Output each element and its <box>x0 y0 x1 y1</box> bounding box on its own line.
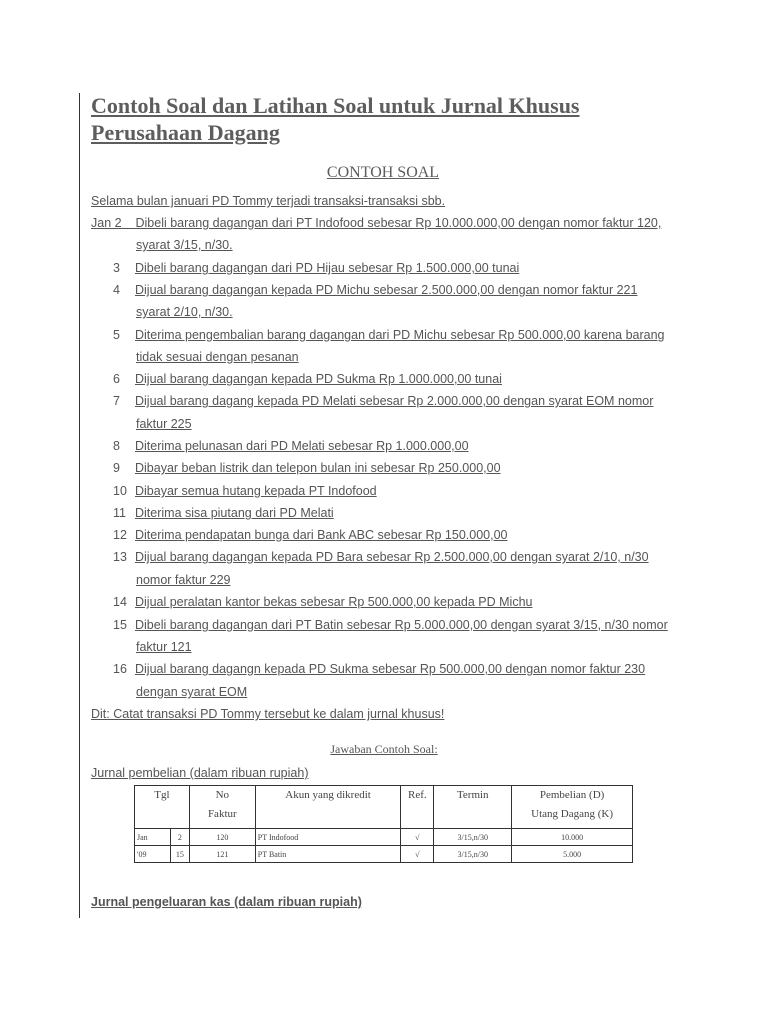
jurnal-pengeluaran-label: Jurnal pengeluaran kas (dalam ribuan rupiah) <box>91 895 362 909</box>
transaction-line <box>113 327 665 343</box>
transaction-text: Dijual barang dagangan kepada PD Sukma Rp 1.000.000,00 tunai <box>135 372 502 386</box>
transaction-date: 14 <box>113 595 127 609</box>
transaction-text: Dijual peralatan kantor bekas sebesar Rp 500.000,00 kepada PD Michu <box>135 595 533 609</box>
header-faktur-text: Faktur <box>207 808 237 820</box>
transaction-date: 13 <box>113 550 127 564</box>
section-heading-text: CONTOH SOAL <box>326 164 440 181</box>
header-akun-text: Akun yang dikredit <box>285 789 371 801</box>
transaction-text: Dijual barang dagangan kepada PD Michu sebesar 2.500.000,00 dengan nomor faktur 221 <box>135 283 638 297</box>
transaction-line <box>91 215 661 231</box>
transaction-date: 10 <box>113 484 127 498</box>
transaction-date: 12 <box>113 528 127 542</box>
transaction-date: 6 <box>113 372 120 386</box>
header-ref <box>401 786 434 829</box>
transaction-text: Diterima sisa piutang dari PD Melati <box>135 506 334 520</box>
header-utang-text: Utang Dagang (K) <box>531 808 614 820</box>
header-termin <box>434 786 512 829</box>
cell-akun: PT Batin <box>255 846 401 863</box>
transaction-line <box>113 371 502 387</box>
cell-day: 15 <box>170 846 189 863</box>
header-akun <box>255 786 401 829</box>
cell-month: '09 <box>135 846 171 863</box>
left-margin-rule-lower <box>79 872 80 918</box>
left-margin-rule <box>79 93 80 885</box>
cell-termin: 3/15,n/30 <box>434 846 512 863</box>
transaction-line <box>113 527 507 543</box>
header-pembelian <box>512 786 633 829</box>
transaction-text: Diterima pelunasan dari PD Melati sebesar Rp 1.000.000,00 <box>135 439 469 453</box>
transaction-date: 7 <box>113 394 120 408</box>
transaction-date: 9 <box>113 461 120 475</box>
cell-day: 2 <box>170 829 189 846</box>
transaction-line <box>113 438 469 454</box>
header-pembelian-text: Pembelian (D) <box>539 789 605 801</box>
header-tgl-text: Tgl <box>154 789 170 801</box>
transaction-text: Diterima pengembalian barang dagangan dari PD Michu sebesar Rp 500.000,00 karena barang <box>135 328 665 342</box>
cell-akun: PT Indofood <box>255 829 401 846</box>
transaction-date: 8 <box>113 439 120 453</box>
transaction-line-cont: nomor faktur 229 <box>136 573 231 587</box>
table-row <box>135 846 633 863</box>
header-termin-text: Termin <box>456 789 489 801</box>
transaction-line-cont: faktur 225 <box>136 417 192 431</box>
transaction-text: Dijual barang dagangan kepada PD Bara sebesar Rp 2.500.000,00 dengan syarat 2/10, n/30 <box>135 550 649 564</box>
transaction-line <box>113 393 653 409</box>
cell-amount: 10.000 <box>512 829 633 846</box>
transaction-line-cont: syarat 3/15, n/30. <box>136 238 233 252</box>
transaction-line <box>113 483 377 499</box>
transaction-text: Dibayar beban listrik dan telepon bulan ini sebesar Rp 250.000,00 <box>135 461 501 475</box>
instruction-text: Dit: Catat transaksi PD Tommy tersebut ke dalam jurnal khusus! <box>91 707 445 721</box>
transaction-date: 16 <box>113 662 127 676</box>
cell-faktur: 120 <box>189 829 255 846</box>
header-no-faktur <box>189 786 255 829</box>
cell-ref: √ <box>401 829 434 846</box>
transaction-date: 11 <box>113 506 126 520</box>
cell-ref: √ <box>401 846 434 863</box>
transaction-line-cont: faktur 121 <box>136 640 192 654</box>
transaction-line-cont: dengan syarat EOM <box>136 685 248 699</box>
transaction-line <box>113 617 668 633</box>
cell-month: Jan <box>135 829 171 846</box>
cell-faktur: 121 <box>189 846 255 863</box>
section-heading <box>0 164 768 182</box>
transaction-line-cont: syarat 2/10, n/30. <box>136 305 233 319</box>
transaction-line <box>113 594 532 610</box>
transaction-text: Dijual barang dagangn kepada PD Sukma sebesar Rp 500.000,00 dengan nomor faktur 230 <box>135 662 646 676</box>
table-row <box>135 829 633 846</box>
transaction-date: 5 <box>113 328 120 342</box>
transaction-line <box>113 260 519 276</box>
transaction-text: Dijual barang dagang kepada PD Melati sebesar Rp 2.000.000,00 dengan syarat EOM nomor <box>135 394 654 408</box>
transaction-date: 4 <box>113 283 120 297</box>
table-header-row <box>135 786 633 829</box>
transaction-text: Dibeli barang dagangan dari PT Batin sebesar Rp 5.000.000,00 dengan syarat 3/15, n/30 nomor <box>135 618 668 632</box>
transaction-date: 3 <box>113 261 120 275</box>
transaction-date: 15 <box>113 618 127 632</box>
transaction-line <box>113 661 645 677</box>
transaction-line <box>113 282 637 298</box>
answer-heading: Jawaban Contoh Soal: <box>330 742 438 756</box>
transaction-text: Diterima pendapatan bunga dari Bank ABC sebesar Rp 150.000,00 <box>135 528 508 542</box>
cell-termin: 3/15,n/30 <box>434 829 512 846</box>
transaction-text: Dibeli barang dagangan dari PD Hijau sebesar Rp 1.500.000,00 tunai <box>135 261 520 275</box>
transaction-line <box>113 549 649 565</box>
intro-text: Selama bulan januari PD Tommy terjadi transaksi-transaksi sbb. <box>91 194 446 208</box>
transaction-line <box>113 505 334 521</box>
transaction-line-cont: tidak sesuai dengan pesanan <box>136 350 299 364</box>
transaction-text: Dibeli barang dagangan dari PT Indofood sebesar Rp 10.000.000,00 dengan nomor faktur 120, <box>135 216 662 230</box>
jurnal-pembelian-label: Jurnal pembelian (dalam ribuan rupiah) <box>91 766 309 780</box>
document-title: Contoh Soal dan Latihan Soal untuk Jurnal Khusus Perusahaan Dagang <box>91 93 580 145</box>
header-no-text: No <box>215 789 230 801</box>
header-tgl <box>135 786 190 829</box>
header-ref-text: Ref. <box>408 789 427 801</box>
cell-amount: 5.000 <box>512 846 633 863</box>
transaction-text: Dibayar semua hutang kepada PT Indofood <box>135 484 377 498</box>
transaction-line <box>113 460 501 476</box>
purchase-journal-table <box>134 785 633 863</box>
transaction-date: Jan 2 <box>91 216 122 230</box>
